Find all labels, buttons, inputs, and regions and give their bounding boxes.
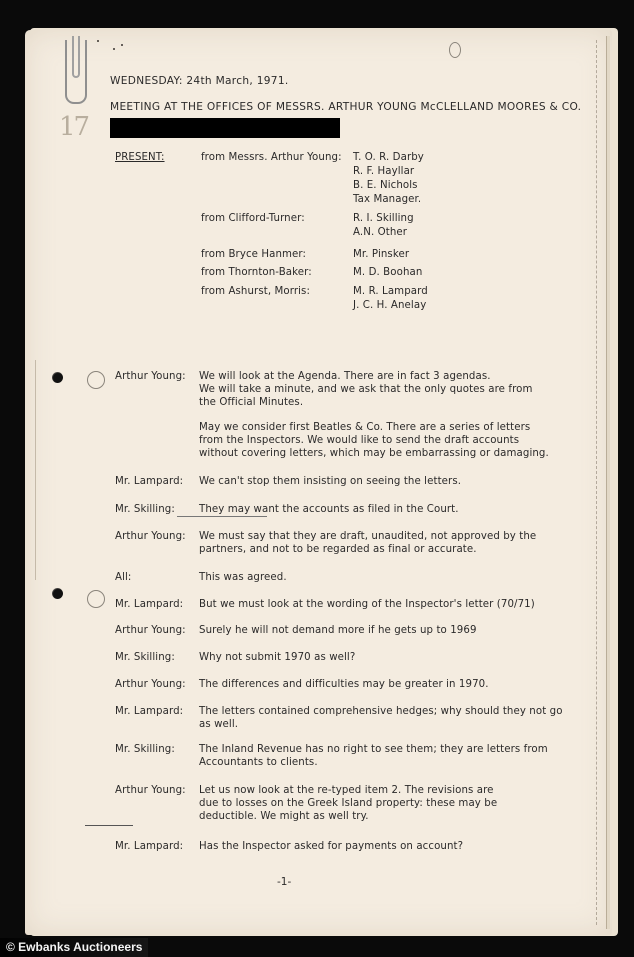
minute-text: May we consider first Beatles & Co. There are a series of letters (199, 422, 531, 433)
attendee-name: A.N. Other (353, 227, 408, 238)
minute-text: We will look at the Agenda. There are in fact 3 agendas. (199, 371, 491, 382)
speaker-label: Arthur Young: (115, 679, 186, 690)
minute-text: We can't stop them insisting on seeing the letters. (199, 476, 462, 487)
speaker-label: Mr. Lampard: (115, 706, 184, 717)
pencil-annotation: 17 (59, 112, 89, 142)
speaker-label: Mr. Lampard: (115, 841, 184, 852)
present-label: PRESENT: (115, 152, 165, 163)
minutes-document (25, 30, 612, 935)
photo-credit: © Ewbanks Auctioneers (0, 938, 148, 957)
speaker-label: Mr. Lampard: (115, 476, 184, 487)
present-from: from Bryce Hanmer: (201, 249, 307, 260)
minute-text: They may want the accounts as filed in the Court. (199, 504, 459, 515)
speaker-label: Mr. Lampard: (115, 599, 184, 610)
date-line: WEDNESDAY: 24th March, 1971. (110, 75, 289, 87)
meeting-title: MEETING AT THE OFFICES OF MESSRS. ARTHUR YOUNG McCLELLAND MOORES & CO. (110, 101, 582, 113)
speaker-label: Arthur Young: (115, 785, 186, 796)
redaction-bar (110, 118, 340, 138)
attendee-name: Tax Manager. (353, 194, 422, 205)
attendee-name: Mr. Pinsker (353, 249, 410, 260)
attendee-name: R. I. Skilling (353, 213, 414, 224)
minute-text: deductible. We might as well try. (199, 811, 369, 822)
minute-text: The differences and difficulties may be greater in 1970. (199, 679, 489, 690)
speaker-label: Arthur Young: (115, 625, 186, 636)
attendee-name: M. D. Boohan (353, 267, 423, 278)
present-from: from Messrs. Arthur Young: (201, 152, 342, 163)
speaker-label: Arthur Young: (115, 371, 186, 382)
minute-text: Has the Inspector asked for payments on account? (199, 841, 464, 852)
attendee-name: T. O. R. Darby (353, 152, 424, 163)
present-from: from Ashurst, Morris: (201, 286, 310, 297)
minute-text: Let us now look at the re-typed item 2. The revisions are (199, 785, 494, 796)
minute-text: the Official Minutes. (199, 397, 304, 408)
minute-text: due to losses on the Greek Island property: these may be (199, 798, 498, 809)
attendee-name: B. E. Nichols (353, 180, 418, 191)
minute-text: from the Inspectors. We would like to send the draft accounts (199, 435, 520, 446)
attendee-name: J. C. H. Anelay (353, 300, 427, 311)
minute-text: The Inland Revenue has no right to see them; they are letters from (199, 744, 548, 755)
minute-text: without covering letters, which may be embarrassing or damaging. (199, 448, 549, 459)
speaker-label: All: (115, 572, 132, 583)
document-page (25, 30, 612, 935)
minute-text: as well. (199, 719, 239, 730)
attendee-name: R. F. Hayllar (353, 166, 415, 177)
minute-text: Why not submit 1970 as well? (199, 652, 356, 663)
minute-text: The letters contained comprehensive hedges; why should they not go (199, 706, 563, 717)
speaker-label: Mr. Skilling: (115, 504, 175, 515)
speaker-label: Mr. Skilling: (115, 744, 175, 755)
page-number: -1- (277, 876, 292, 888)
minute-text: We will take a minute, and we ask that the only quotes are from (199, 384, 533, 395)
present-from: from Thornton-Baker: (201, 267, 312, 278)
attendee-name: M. R. Lampard (353, 286, 428, 297)
minute-text: partners, and not to be regarded as final or accurate. (199, 544, 477, 555)
speaker-label: Mr. Skilling: (115, 652, 175, 663)
minute-text: We must say that they are draft, unaudited, not approved by the (199, 531, 537, 542)
minute-text: Accountants to clients. (199, 757, 318, 768)
present-from: from Clifford-Turner: (201, 213, 305, 224)
minute-text: Surely he will not demand more if he gets up to 1969 (199, 625, 477, 636)
minute-text: This was agreed. (199, 572, 287, 583)
speaker-label: Arthur Young: (115, 531, 186, 542)
minute-text: But we must look at the wording of the Inspector's letter (70/71) (199, 599, 535, 610)
